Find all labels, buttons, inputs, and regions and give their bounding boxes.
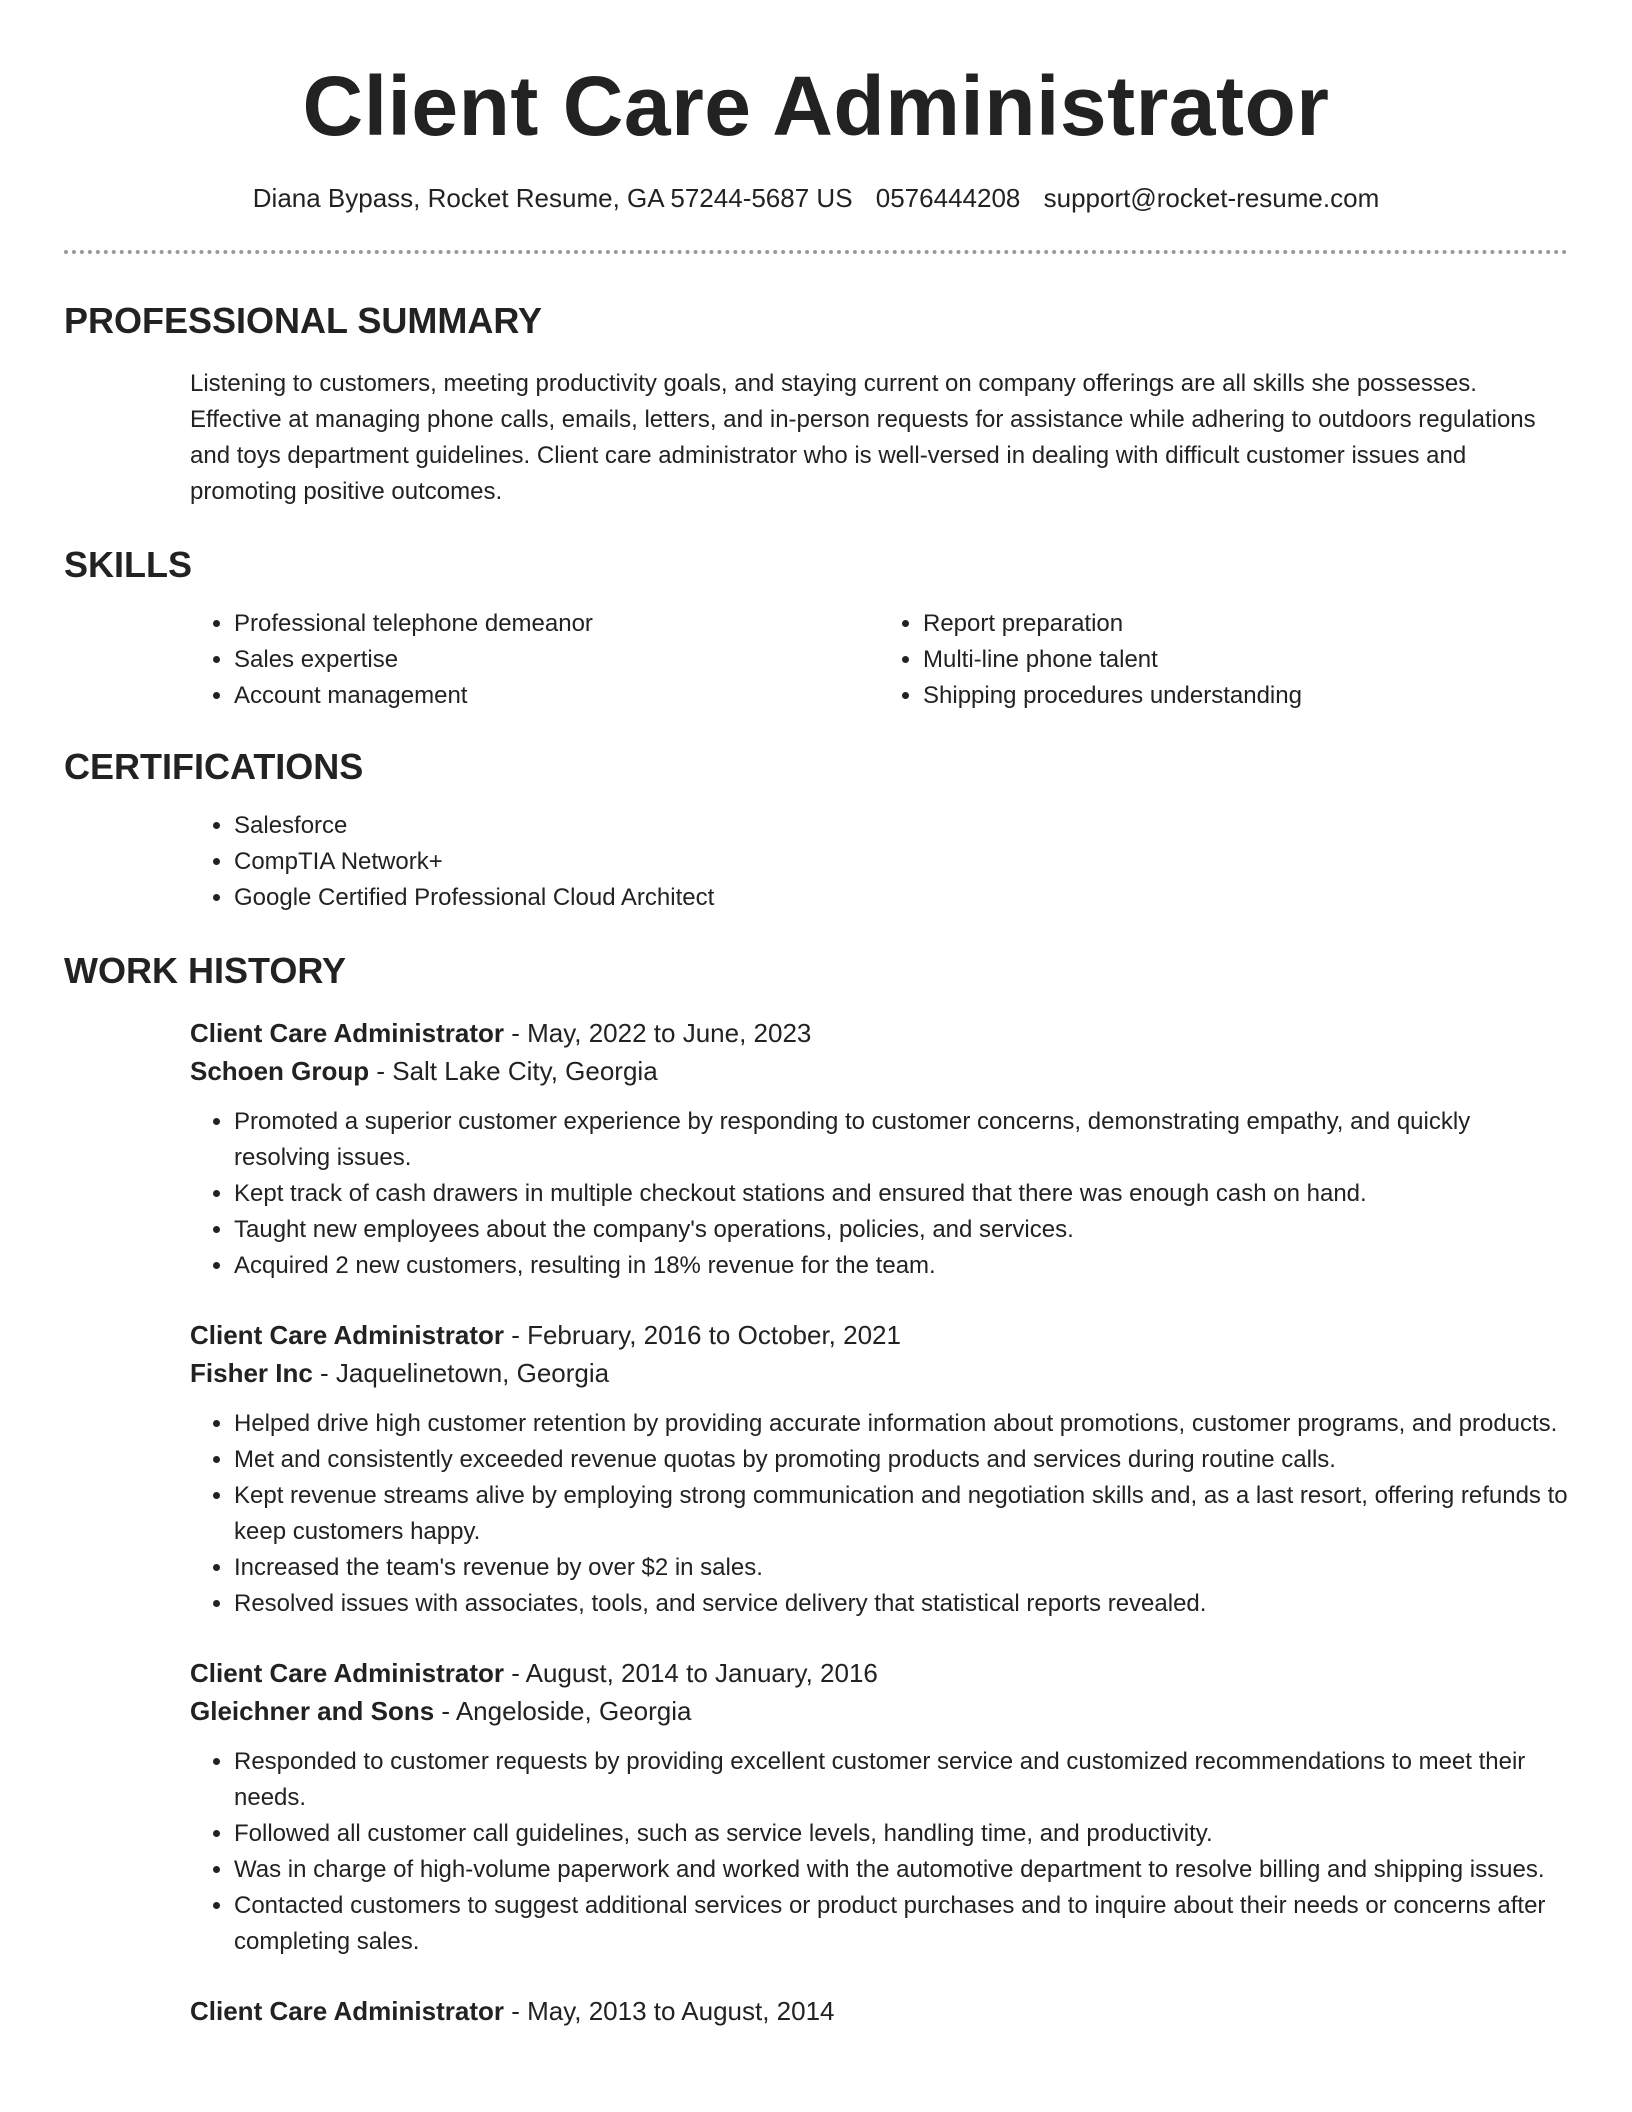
skill-item: • Shipping procedures understanding xyxy=(923,678,1568,714)
job-bullets xyxy=(190,1104,1568,1284)
skills-heading: SKILLS xyxy=(64,544,193,585)
certifications-heading: CERTIFICATIONS xyxy=(64,746,364,787)
contact-address: Diana Bypass, Rocket Resume, GA 57244-5687 US xyxy=(252,183,853,213)
job-company: Schoen Group xyxy=(190,1056,370,1086)
header-divider xyxy=(64,250,1568,254)
job-bullets xyxy=(190,1406,1568,1622)
certification-item: • Google Certified Professional Cloud Architect xyxy=(234,880,1568,916)
skill-item: • Account management xyxy=(234,678,879,714)
job-location: - Salt Lake City, Georgia xyxy=(369,1056,658,1086)
job-bullet: • Increased the team's revenue by over $2 in sales. xyxy=(234,1550,1568,1586)
job-bullets xyxy=(190,1744,1568,1960)
job-bullet: • Kept track of cash drawers in multiple checkout stations and ensured that there was enough cash on hand. xyxy=(234,1176,1568,1212)
skills-list xyxy=(190,606,1568,714)
skill-item: • Multi-line phone talent xyxy=(923,642,1568,678)
job-bullet: • Resolved issues with associates, tools, and service delivery that statistical reports revealed. xyxy=(234,1586,1568,1622)
job-bullet: • Kept revenue streams alive by employing strong communication and negotiation skills and, as a last resort, offering refunds to keep customers happy. xyxy=(234,1478,1568,1550)
job-title-line xyxy=(190,1316,1568,1354)
job-bullet: • Responded to customer requests by providing excellent customer service and customized recommendations to meet their needs. xyxy=(234,1744,1568,1816)
job-bullet: • Contacted customers to suggest additional services or product purchases and to inquire about their needs or concerns after completing sales. xyxy=(234,1888,1568,1960)
skills-column-left xyxy=(190,606,879,714)
job-dates: - August, 2014 to January, 2016 xyxy=(503,1658,878,1688)
certification-item: • Salesforce xyxy=(234,808,1568,844)
job-company-line xyxy=(190,1692,1568,1730)
certifications-list xyxy=(190,808,1568,916)
job-title-line xyxy=(190,1014,1568,1052)
job-entry xyxy=(190,1316,1568,1622)
summary-text: Listening to customers, meeting productivity goals, and staying current on company offerings are all skills she possesses. Effective at managing phone calls, emails, letters, and in-person requests for assistance while adhering to outdoors regulations and toys department guidelines. Client care administrator who is well-versed in dealing with difficult customer issues and promoting positive outcomes. xyxy=(190,370,1536,505)
job-title-line xyxy=(190,1654,1568,1692)
job-title-line xyxy=(190,1992,1568,2030)
job-entry xyxy=(190,1992,1568,2030)
job-entry xyxy=(190,1654,1568,1960)
job-company-line xyxy=(190,1354,1568,1392)
job-company: Fisher Inc xyxy=(190,1358,313,1388)
job-bullet: • Was in charge of high-volume paperwork and worked with the automotive department to resolve billing and shipping issues. xyxy=(234,1852,1568,1888)
job-dates: - February, 2016 to October, 2021 xyxy=(503,1320,901,1350)
resume-name: Client Care Administrator xyxy=(302,59,1330,153)
job-dates: - May, 2022 to June, 2023 xyxy=(503,1018,812,1048)
summary-heading: PROFESSIONAL SUMMARY xyxy=(64,300,543,341)
job-location: - Angeloside, Georgia xyxy=(434,1696,692,1726)
contact-phone: 0576444208 xyxy=(875,183,1021,213)
job-role: Client Care Administrator xyxy=(190,1320,504,1350)
job-bullet: • Helped drive high customer retention by providing accurate information about promotions, customer programs, and products. xyxy=(234,1406,1568,1442)
job-location: - Jaquelinetown, Georgia xyxy=(312,1358,610,1388)
job-company: Gleichner and Sons xyxy=(190,1696,435,1726)
job-company-line xyxy=(190,1052,1568,1090)
job-role: Client Care Administrator xyxy=(190,1658,504,1688)
skills-column-right xyxy=(879,606,1568,714)
skill-item: • Report preparation xyxy=(923,606,1568,642)
job-bullet: • Met and consistently exceeded revenue quotas by promoting products and services during routine calls. xyxy=(234,1442,1568,1478)
contact-email: support@rocket-resume.com xyxy=(1043,183,1380,213)
job-dates: - May, 2013 to August, 2014 xyxy=(503,1996,835,2026)
work-history-heading: WORK HISTORY xyxy=(64,950,347,991)
contact-line xyxy=(64,180,1568,216)
job-role: Client Care Administrator xyxy=(190,1018,504,1048)
job-bullet: • Promoted a superior customer experience by responding to customer concerns, demonstrating empathy, and quickly resolving issues. xyxy=(234,1104,1568,1176)
job-bullet: • Taught new employees about the company's operations, policies, and services. xyxy=(234,1212,1568,1248)
job-entry xyxy=(190,1014,1568,1284)
job-role: Client Care Administrator xyxy=(190,1996,504,2026)
skill-item: • Sales expertise xyxy=(234,642,879,678)
certification-item: • CompTIA Network+ xyxy=(234,844,1568,880)
job-bullet: • Acquired 2 new customers, resulting in 18% revenue for the team. xyxy=(234,1248,1568,1284)
job-bullet: • Followed all customer call guidelines, such as service levels, handling time, and productivity. xyxy=(234,1816,1568,1852)
skill-item: • Professional telephone demeanor xyxy=(234,606,879,642)
